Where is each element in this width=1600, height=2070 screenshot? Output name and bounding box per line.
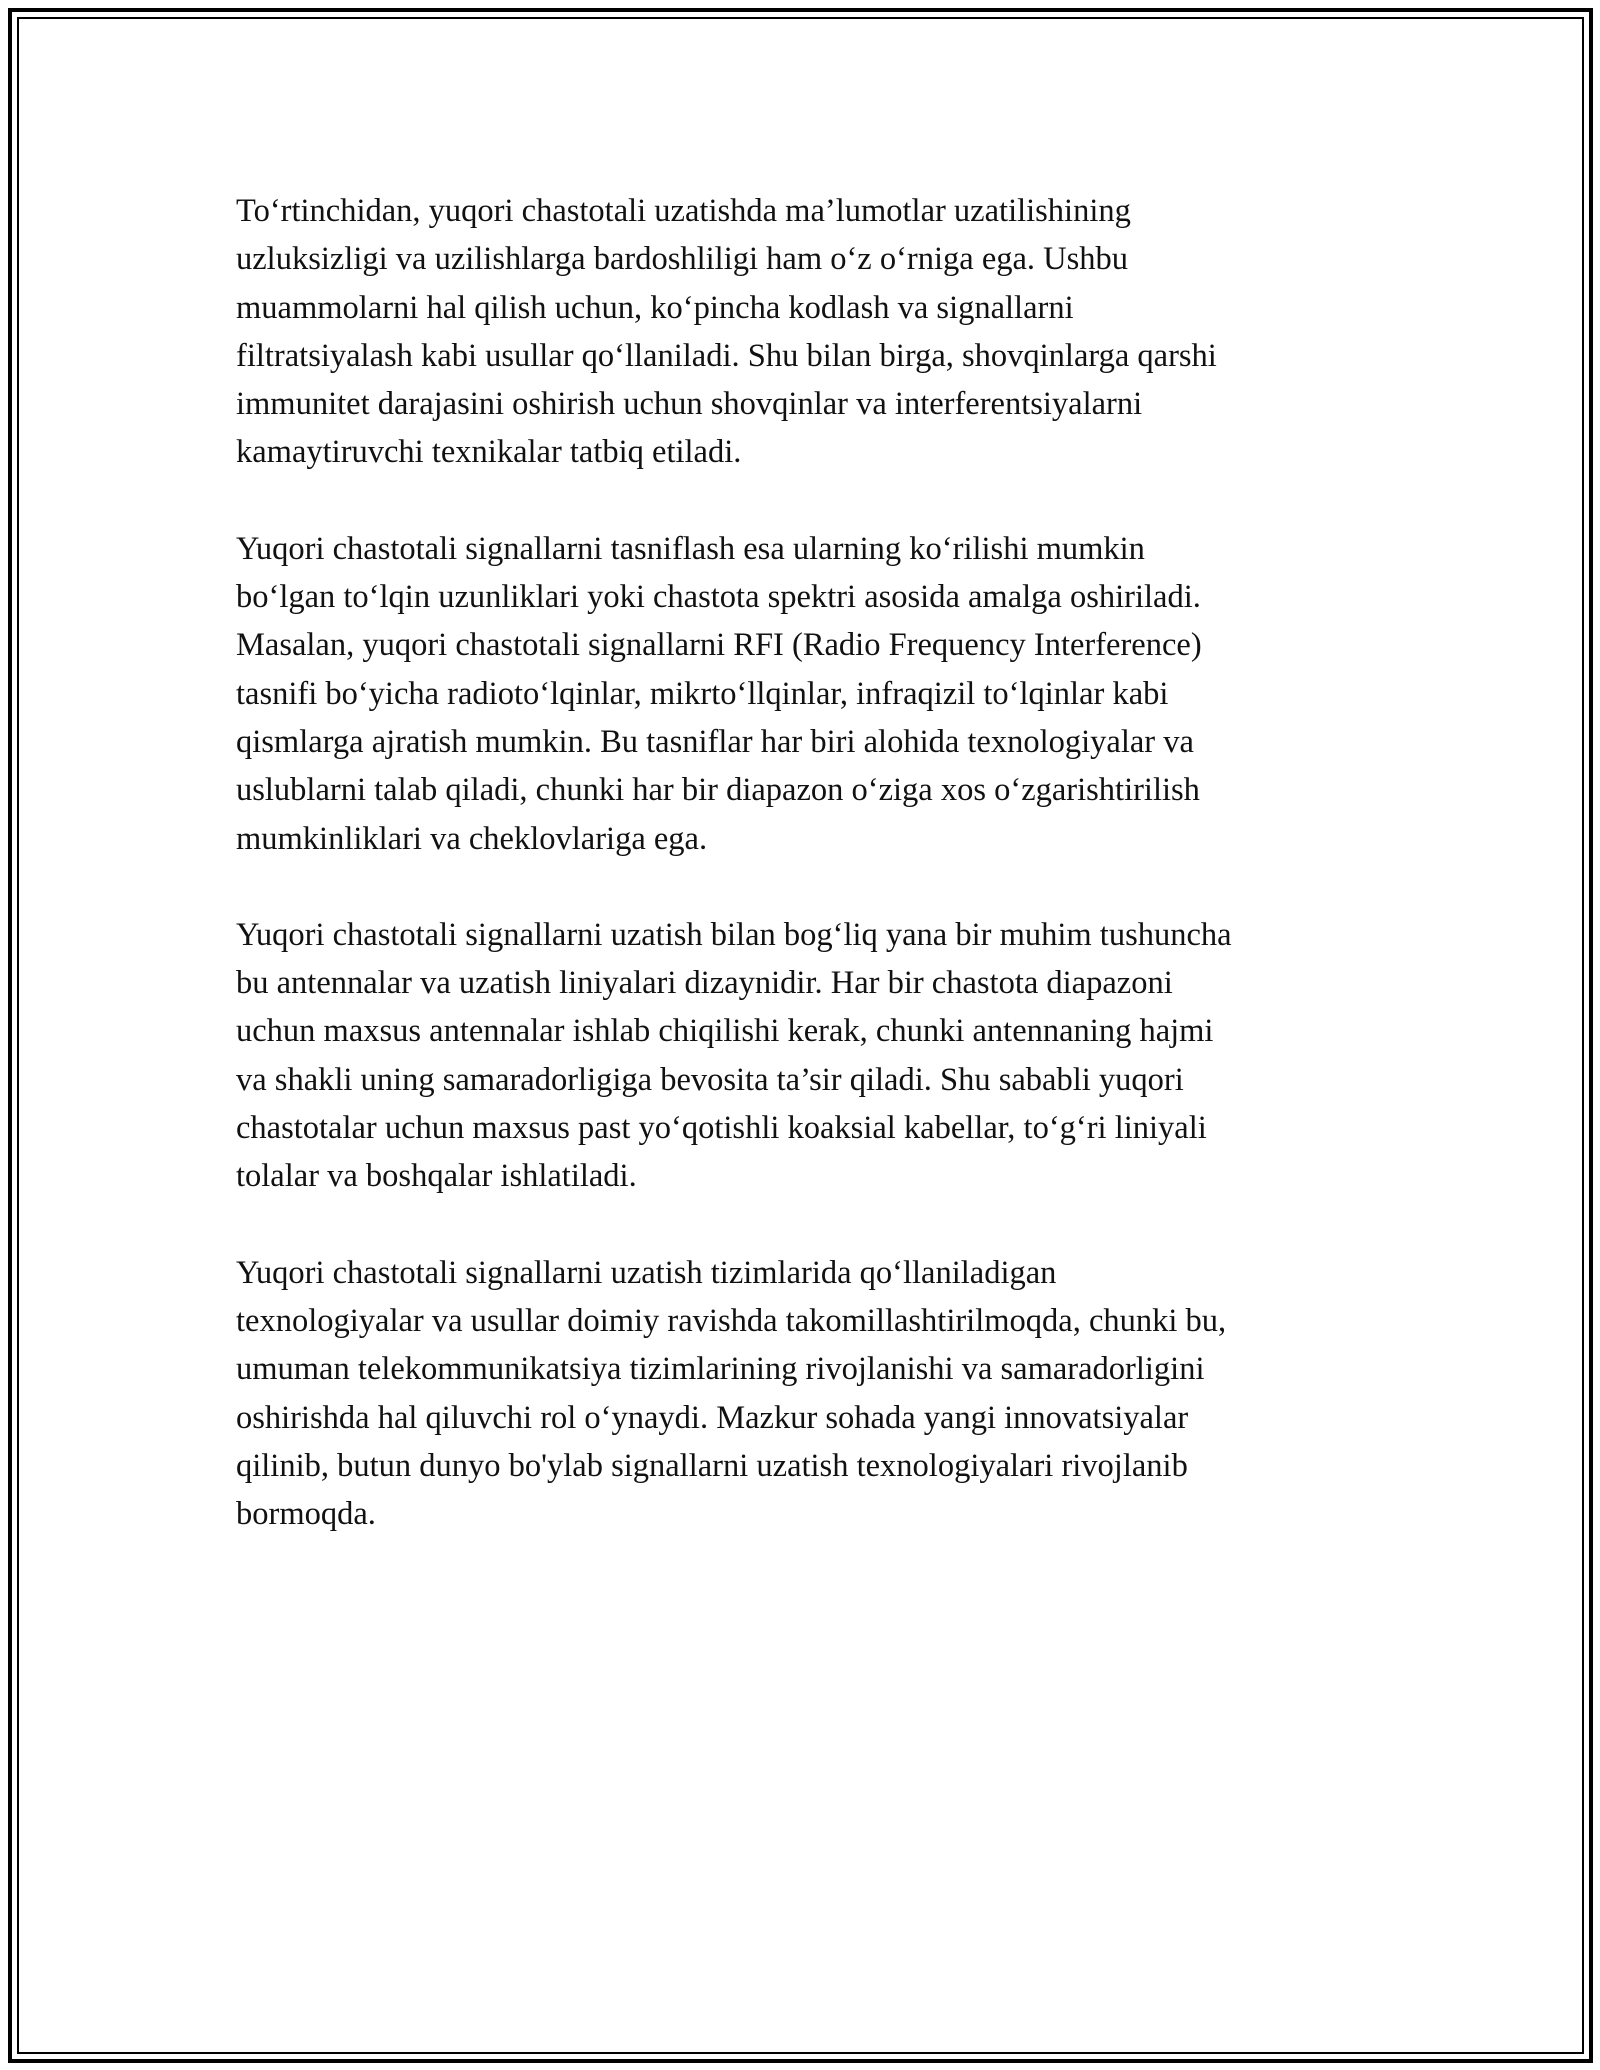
text-line: tasnifi bo‘yicha radioto‘lqinlar, mikrto‘llqinlar, infraqizil to‘lqinlar kabi [236,675,1169,712]
text-line: uzluksizligi va uzilishlarga bardoshliligi ham o‘z o‘rniga ega. Ushbu [236,241,1129,278]
paragraph-1 [236,187,1366,477]
text-line: mumkinliklari va cheklovlariga ega. [236,820,708,857]
text-line: filtratsiyalash kabi usullar qo‘llaniladi. Shu bilan birga, shovqinlarga qarshi [236,337,1217,374]
text-line: bormoqda. [236,1496,376,1533]
text-line: tolalar va boshqalar ishlatiladi. [236,1158,637,1195]
text-line: uchun maxsus antennalar ishlab chiqilishi kerak, chunki antennaning hajmi [236,1013,1214,1050]
text-line: muammolarni hal qilish uchun, ko‘pincha kodlash va signallarni [236,289,1074,326]
text-line: Masalan, yuqori chastotali signallarni RFI (Radio Frequency Interference) [236,627,1202,664]
paragraph-4 [236,1249,1366,1539]
text-line: Yuqori chastotali signallarni tasniflash esa ularning ko‘rilishi mumkin [236,530,1145,567]
text-line: uslublarni talab qiladi, chunki har bir diapazon o‘ziga xos o‘zgarishtirilish [236,772,1200,809]
text-line: va shakli uning samaradorligiga bevosita ta’sir qiladi. Shu sababli yuqori [236,1061,1184,1098]
text-line: Yuqori chastotali signallarni uzatish tizimlarida qo‘llaniladigan [236,1254,1057,1291]
text-line: bo‘lgan to‘lqin uzunliklari yoki chastota spektri asosida amalga oshiriladi. [236,579,1201,616]
paragraph-2 [236,525,1366,863]
document-body [236,187,1366,1586]
text-line: texnologiyalar va usullar doimiy ravishda takomillashtirilmoqda, chunki bu, [236,1302,1227,1339]
text-line: To‘rtinchidan, yuqori chastotali uzatishda ma’lumotlar uzatilishining [236,193,1131,229]
text-line: qismlarga ajratish mumkin. Bu tasniflar har biri alohida texnologiyalar va [236,723,1194,760]
text-line: kamaytiruvchi texnikalar tatbiq etiladi. [236,434,742,471]
text-line: bu antennalar va uzatish liniyalari dizaynidir. Har bir chastota diapazoni [236,965,1173,1002]
text-line: chastotalar uchun maxsus past yo‘qotishli koaksial kabellar, to‘g‘ri liniyali [236,1110,1207,1147]
text-line: oshirishda hal qiluvchi rol o‘ynaydi. Mazkur sohada yangi innovatsiyalar [236,1399,1189,1436]
text-line: qilinib, butun dunyo bo'ylab signallarni uzatish texnologiyalari rivojlanib [236,1447,1188,1484]
text-line: immunitet darajasini oshirish uchun shovqinlar va interferentsiyalarni [236,386,1143,423]
paragraph-3 [236,911,1366,1201]
text-line: umuman telekommunikatsiya tizimlarining rivojlanishi va samaradorligini [236,1351,1205,1388]
text-line: Yuqori chastotali signallarni uzatish bilan bog‘liq yana bir muhim tushuncha [236,916,1232,953]
